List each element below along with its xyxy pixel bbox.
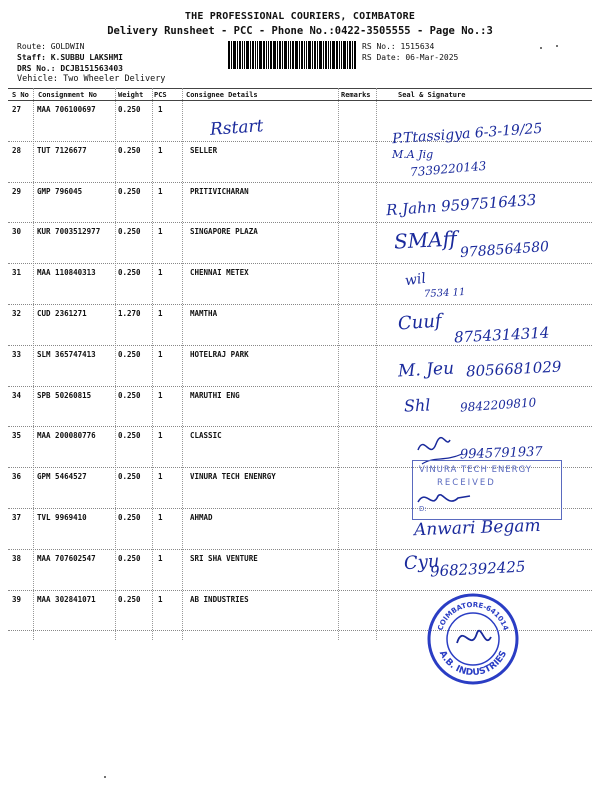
row-consignee: CLASSIC <box>190 431 222 441</box>
row-consignment: CUD 2361271 <box>37 309 87 318</box>
row-pcs: 1 <box>158 268 163 278</box>
drs-line <box>17 64 123 73</box>
row-sno: 32 <box>12 309 22 318</box>
handwritten-phone: 8056681029 <box>465 357 562 381</box>
row-consignment: MAA 706100697 <box>37 105 96 114</box>
stamp-company: VINURA TECH ENERGY <box>419 465 532 475</box>
staff-line <box>17 53 123 62</box>
handwritten-signature: 7534 11 <box>423 286 466 301</box>
col-sno: S No <box>12 91 29 99</box>
row-pcs: 1 <box>158 472 163 482</box>
col-consignee: Consignee Details <box>186 91 258 99</box>
col-remarks: Remarks <box>341 91 371 99</box>
row-pcs: 1 <box>158 227 163 237</box>
handwritten-signature: Shl <box>403 395 431 416</box>
row-consignment: MAA 707602547 <box>37 553 96 563</box>
row-pcs: 1 <box>158 553 163 563</box>
col-divider <box>338 88 339 640</box>
row-pcs: 1 <box>158 513 163 522</box>
row-weight: 0.250 <box>118 553 141 563</box>
handwritten-note: Rstart <box>209 116 265 140</box>
row-sno: 28 <box>12 145 22 155</box>
seal-bottom-text: A.B. INDUSTRIES <box>436 649 510 679</box>
handwritten-signature: M.A Jig <box>392 148 434 161</box>
handwritten-signature: P.Ttassigya 6-3-19/25 <box>391 120 543 148</box>
row-sno: 34 <box>12 390 22 400</box>
row-weight: 0.250 <box>118 186 141 196</box>
route-line <box>17 42 84 51</box>
row-pcs: 1 <box>158 309 163 318</box>
table-header-border <box>8 100 592 101</box>
route-value: GOLDWIN <box>50 42 85 51</box>
col-seal: Seal & Signature <box>398 91 466 99</box>
row-pcs: 1 <box>158 349 163 359</box>
rs-date-value: 06-Mar-2025 <box>405 53 459 62</box>
rs-date-line <box>362 53 458 62</box>
row-consignment: TUT 7126677 <box>37 145 87 155</box>
col-consignment: Consignment No <box>38 91 98 99</box>
speck-mark <box>540 47 542 49</box>
stamp-received: RECEIVED <box>437 478 496 488</box>
drs-value: DCJB151563403 <box>60 64 123 73</box>
row-weight: 0.250 <box>118 390 141 400</box>
vehicle-label: Vehicle: <box>17 74 58 84</box>
col-divider <box>33 88 34 640</box>
row-consignment: KUR 7003512977 <box>37 227 101 237</box>
vehicle-line <box>17 74 165 84</box>
route-label: Route: <box>17 42 46 51</box>
row-consignee: HOTELRAJ PARK <box>190 349 249 359</box>
row-sno: 35 <box>12 431 22 441</box>
row-consignee: AB INDUSTRIES <box>190 594 249 604</box>
col-pcs: PCS <box>154 91 167 99</box>
row-weight: 0.250 <box>118 513 141 522</box>
rs-no-value: 1515634 <box>400 42 435 51</box>
row-weight: 0.250 <box>118 227 141 237</box>
row-consignee: AHMAD <box>190 513 213 522</box>
row-consignee: CHENNAI METEX <box>190 268 249 278</box>
handwritten-signature: wil <box>403 270 427 290</box>
row-sno: 38 <box>12 553 22 563</box>
col-weight: Weight <box>118 91 144 99</box>
handwritten-phone: 9842209810 <box>459 395 537 415</box>
row-sno: 33 <box>12 349 22 359</box>
row-weight: 0.250 <box>118 105 141 114</box>
handwritten-phone: 9682392425 <box>429 557 526 581</box>
handwritten-signature: SMAff <box>393 226 458 254</box>
row-pcs: 1 <box>158 431 163 441</box>
row-consignment: MAA 200080776 <box>37 431 96 441</box>
barcode <box>228 41 356 69</box>
row-consignee: SRI SHA VENTURE <box>190 553 258 563</box>
handwritten-signature: Cyu <box>403 550 441 575</box>
row-pcs: 1 <box>158 390 163 400</box>
row-consignment: MAA 302841071 <box>37 594 96 604</box>
row-divider <box>8 426 592 427</box>
handwritten-signature: Anwari Begam <box>413 515 541 541</box>
handwritten-phone: 9788564580 <box>459 238 550 262</box>
row-pcs: 1 <box>158 594 163 604</box>
speck-mark <box>104 776 106 778</box>
row-consignee: MARUTHI ENG <box>190 390 240 400</box>
row-weight: 0.250 <box>118 594 141 604</box>
col-divider <box>182 88 183 640</box>
row-divider <box>8 182 592 183</box>
drs-label: DRS No.: <box>17 64 56 73</box>
stamp-date: D: <box>419 505 427 513</box>
row-pcs: 1 <box>158 105 163 114</box>
row-consignee: SELLER <box>190 145 218 155</box>
col-divider <box>152 88 153 640</box>
row-divider <box>8 304 592 305</box>
row-sno: 31 <box>12 268 22 278</box>
received-stamp <box>412 460 562 520</box>
rs-no-label: RS No.: <box>362 42 396 51</box>
row-consignment: GPM 5464527 <box>37 472 87 482</box>
vehicle-value: Two Wheeler Delivery <box>63 74 166 84</box>
row-pcs: 1 <box>158 186 163 196</box>
staff-value: K.SUBBU LAKSHMI <box>50 53 123 62</box>
row-consignee: MAMTHA <box>190 309 218 318</box>
row-divider <box>8 386 592 387</box>
handwritten-phone: 9945791937 <box>459 444 543 463</box>
col-divider <box>376 88 377 640</box>
handwritten-signature: R.Jahn 9597516433 <box>385 190 537 220</box>
row-consignment: SLM 365747413 <box>37 349 96 359</box>
rs-no-line <box>362 42 434 51</box>
row-weight: 0.250 <box>118 268 141 278</box>
handwritten-signature: M. Jeu <box>397 358 455 382</box>
row-pcs: 1 <box>158 145 163 155</box>
col-divider <box>115 88 116 640</box>
svg-text:COIMBATORE-641014 <box>436 601 509 632</box>
row-sno: 27 <box>12 105 22 114</box>
row-divider <box>8 590 592 591</box>
row-divider <box>8 141 592 142</box>
seal-top-text: COIMBATORE-641014 <box>436 600 510 632</box>
row-consignment: TVL 9969410 <box>37 513 87 522</box>
row-sno: 30 <box>12 227 22 237</box>
row-weight: 0.250 <box>118 472 141 482</box>
row-sno: 36 <box>12 472 22 482</box>
handwritten-phone: 8754314314 <box>453 323 550 347</box>
row-weight: 0.250 <box>118 349 141 359</box>
row-weight: 1.270 <box>118 309 141 318</box>
handwritten-phone: 7339220143 <box>409 158 487 180</box>
row-weight: 0.250 <box>118 431 141 441</box>
company-name: THE PROFESSIONAL COURIERS, COIMBATORE <box>184 11 416 22</box>
row-divider <box>8 263 592 264</box>
speck-mark <box>556 45 558 47</box>
table-top-border <box>8 88 592 89</box>
row-divider <box>8 549 592 550</box>
row-consignment: MAA 110840313 <box>37 268 96 278</box>
row-consignee: VINURA TECH ENENRGY <box>190 472 276 482</box>
row-sno: 37 <box>12 513 22 522</box>
row-consignee: SINGAPORE PLAZA <box>190 227 258 237</box>
company-seal <box>427 593 519 685</box>
row-sno: 39 <box>12 594 22 604</box>
row-consignment: GMP 796045 <box>37 186 83 196</box>
row-weight: 0.250 <box>118 145 141 155</box>
row-divider <box>8 222 592 223</box>
row-consignment: SPB 50260815 <box>37 390 92 400</box>
row-consignee: PRITIVICHARAN <box>190 186 249 196</box>
rs-date-label: RS Date: <box>362 53 401 62</box>
handwritten-signature: Cuuf <box>397 310 443 335</box>
row-divider <box>8 345 592 346</box>
staff-label: Staff: <box>17 53 46 62</box>
runsheet-title: Delivery Runsheet - PCC - Phone No.:0422-3505555 - Page No.:3 <box>107 25 493 37</box>
row-sno: 29 <box>12 186 22 196</box>
